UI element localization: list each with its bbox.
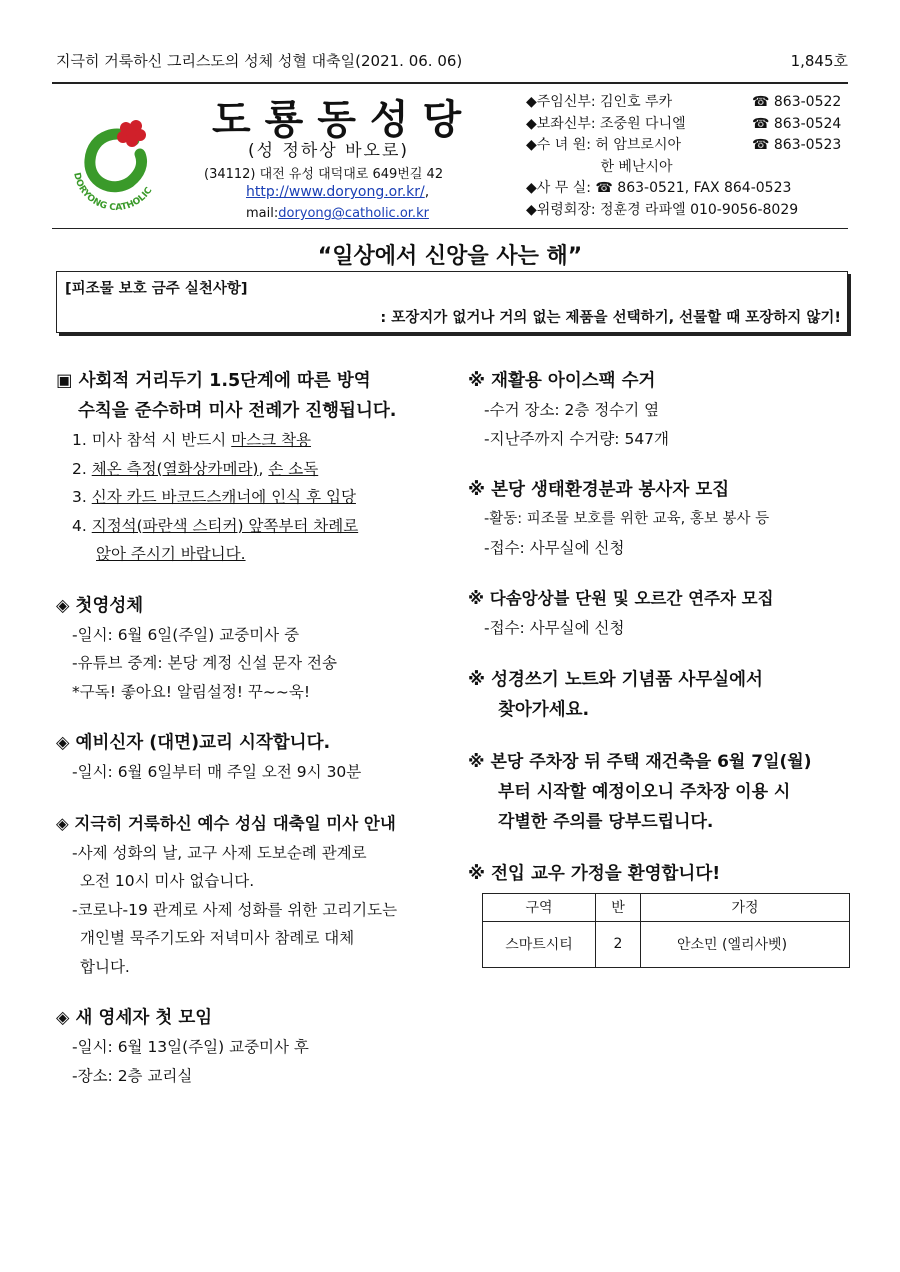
contact-label: ◆주임신부: 김인호 루카 — [526, 94, 673, 110]
list-item: 3. 신자 카드 바코드스캐너에 인식 후 입당 — [72, 488, 356, 506]
contact-list — [526, 92, 842, 221]
list-item: 1. 미사 참석 시 반드시 마스크 착용 — [72, 431, 312, 449]
parish-logo — [60, 108, 172, 220]
parish-address: (34112) 대전 유성 대덕대로 649번길 42 — [204, 167, 444, 182]
contact-phone: ☎ 863-0522 — [752, 94, 842, 110]
table-cell: 스마트시티 — [483, 921, 596, 967]
issue-header-line — [56, 50, 848, 71]
contact-phone: ☎ 863-0523 — [752, 137, 842, 153]
list-item: -일시: 6월 6일(주일) 교중미사 중 — [72, 625, 300, 644]
column-header: 가정 — [641, 893, 850, 921]
feast-title: 지극히 거룩하신 그리스도의 성체 성혈 대축일(2021. 06. 06) — [56, 52, 463, 70]
list-item: -접수: 사무실에 신청 — [484, 619, 625, 637]
parking-heading-cont: 부터 시작할 예정이오니 주차장 이용 시 — [498, 781, 791, 802]
column-header: 반 — [596, 893, 641, 921]
list-item: -사제 성화의 날, 교구 사제 도보순례 관계로 — [72, 843, 367, 862]
contact-label: ◆위령회장: 정훈경 라파엘 010-9056-8029 — [526, 201, 799, 218]
year-slogan: “일상에서 신앙을 사는 해” — [317, 244, 583, 269]
contact-label: ◆사 무 실: ☎ 863-0521, FAX 864-0523 — [526, 180, 792, 196]
table-row — [483, 921, 850, 967]
list-item: 2. 체온 측정(열화상카메라), 손 소독 — [72, 459, 319, 478]
sacred-heart-heading: ◈ 지극히 거룩하신 예수 성심 대축일 미사 안내 — [56, 813, 396, 833]
list-item: 합니다. — [80, 957, 130, 976]
bible-heading: ※ 성경쓰기 노트와 기념품 사무실에서 — [468, 669, 763, 690]
list-item: 개인별 묵주기도와 저녁미사 참례로 대체 — [80, 929, 355, 947]
website-link[interactable]: http://www.doryong.or.kr/ — [246, 184, 425, 200]
contact-row — [526, 200, 798, 222]
right-column — [468, 366, 852, 968]
icepack-heading: ※ 재활용 아이스팩 수거 — [468, 371, 656, 391]
notice-box — [56, 271, 848, 333]
ecology-heading: ※ 본당 생태환경분과 봉사자 모집 — [468, 480, 730, 500]
contact-row — [526, 114, 842, 136]
parking-heading-cont: 각별한 주의를 당부드립니다. — [498, 811, 714, 832]
left-column — [56, 366, 456, 1090]
header-divider — [52, 82, 848, 84]
issue-number: 1,845호 — [790, 52, 848, 70]
list-item: -일시: 6월 13일(주일) 교중미사 후 — [72, 1038, 309, 1056]
mail-label: mail: — [246, 206, 279, 221]
list-item: 4. 지정석(파란색 스티커) 앞쪽부터 차례로 — [72, 516, 359, 535]
contact-row — [526, 92, 842, 114]
website-line — [246, 184, 429, 200]
logo-text: DORYONG CATHOLIC — [71, 171, 155, 214]
bible-heading-cont: 찾아가세요. — [498, 699, 590, 720]
distancing-heading: ▣ 사회적 거리두기 1.5단계에 따른 방역 — [56, 371, 371, 391]
list-item: 앉아 주시기 바랍니다. — [96, 545, 246, 563]
list-item: -수거 장소: 2층 정수기 옆 — [484, 401, 660, 419]
patron-saint: (성 정하상 바오로) — [248, 141, 410, 161]
mail-line — [246, 206, 429, 221]
list-item: *구독! 좋아요! 알림설정! 꾸~~욱! — [72, 682, 311, 701]
list-item: -장소: 2층 교리실 — [72, 1066, 193, 1085]
column-header: 구역 — [483, 893, 596, 921]
svg-text:DORYONG CATHOLIC — [71, 172, 154, 213]
mail-link[interactable]: doryong@catholic.or.kr — [278, 206, 429, 221]
contact-row — [526, 135, 842, 157]
neophytes-heading: ◈ 새 영세자 첫 모임 — [56, 1008, 213, 1028]
list-item: -일시: 6월 6일부터 매 주일 오전 9시 30분 — [72, 763, 362, 781]
contact-label: 한 베난시아 — [526, 158, 673, 175]
notice-text: : 포장지가 없거나 거의 없는 제품을 선택하기, 선물할 때 포장하지 않기! — [380, 310, 841, 326]
notice-title: [피조물 보호 금주 실천사항] — [65, 281, 248, 297]
welcome-heading: ※ 전입 교우 가정을 환영합니다! — [468, 863, 721, 884]
list-item: -지난주까지 수거량: 547개 — [484, 429, 670, 448]
distancing-heading-cont: 수칙을 준수하며 미사 전례가 진행됩니다. — [78, 401, 397, 421]
catechumen-heading: ◈ 예비신자 (대면)교리 시작합니다. — [56, 733, 331, 753]
table-cell: 안소민 (엘리사벳) — [641, 921, 850, 967]
table-header-row — [483, 893, 850, 921]
contact-row — [526, 178, 798, 200]
parking-heading: ※ 본당 주차장 뒤 주택 재건축을 6월 7일(월) — [468, 751, 812, 772]
list-item: -접수: 사무실에 신청 — [484, 538, 625, 557]
list-item: -활동: 피조물 보호를 위한 교육, 홍보 봉사 등 — [484, 511, 770, 527]
communion-heading: ◈ 첫영성체 — [56, 595, 144, 616]
contact-row — [526, 157, 798, 179]
welcome-table — [482, 893, 850, 968]
contact-label: ◆보좌신부: 조중원 다니엘 — [526, 115, 686, 132]
choir-heading: ※ 다솜앙상블 단원 및 오르간 연주자 모집 — [468, 589, 774, 608]
list-item: -코로나-19 관계로 사제 성화를 위한 고리기도는 — [72, 900, 398, 919]
parish-name: 도룡동성당 — [212, 97, 476, 143]
slogan-divider — [52, 228, 848, 229]
list-item: -유튜브 중계: 본당 계정 신설 문자 전송 — [72, 654, 337, 672]
list-item: 오전 10시 미사 없습니다. — [80, 872, 255, 890]
contact-label: ◆수 녀 원: 허 암브로시아 — [526, 137, 681, 153]
website-suffix: , — [424, 184, 430, 200]
contact-phone: ☎ 863-0524 — [752, 115, 842, 132]
table-cell: 2 — [596, 921, 641, 967]
